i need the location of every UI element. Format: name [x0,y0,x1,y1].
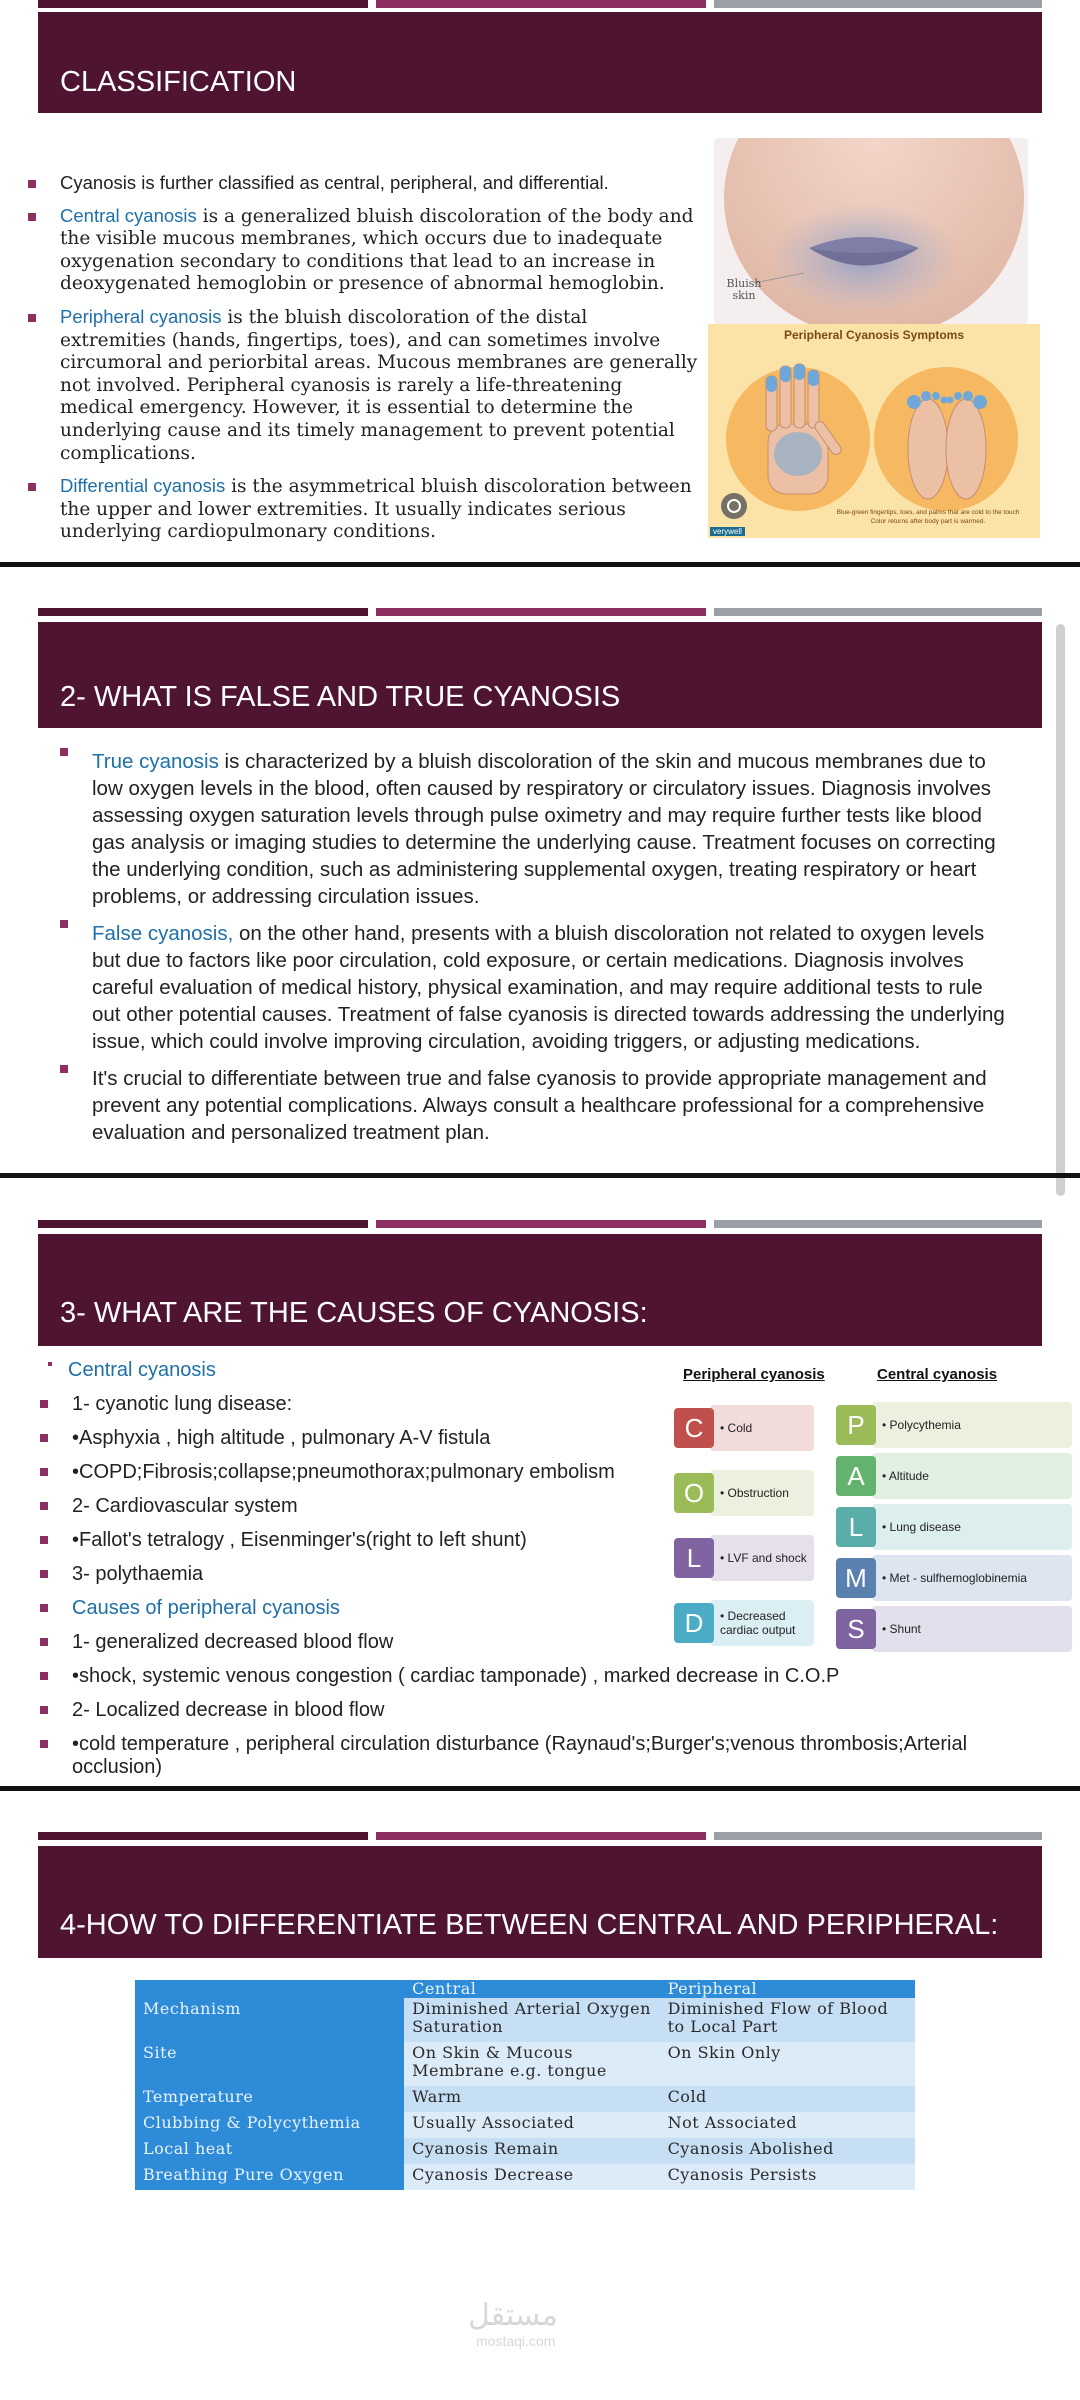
table-cell: Warm [404,2086,659,2112]
list-item: 3- polythaemia [40,1557,1050,1591]
list-item: 2- Localized decrease in blood flow [40,1693,1050,1727]
list-item: False cyanosis, on the other hand, presents with a bluish discoloration not related to oxygen levels but due to factors like poor circulation, cold exposure, or certain medications. Diagnosis involves careful evaluation of medical history, physical examination, and may require additional tests to rule out other potential causes. Treatment of false cyanosis is directed towards addressing the underlying issue, which could involve improving circulation, avoiding triggers, or adjusting medications. [60,920,1015,1055]
mnemonic-text: • Lung disease [872,1504,1072,1550]
watermark-url: mostaqi.com [476,2333,556,2349]
mnemonic-text: • Shunt [872,1606,1072,1652]
mnemonic-text: • Altitude [872,1453,1072,1499]
slide-title-banner [38,1234,1042,1346]
table-row [135,2164,915,2190]
slide-title: 2- WHAT IS FALSE AND TRUE CYANOSIS [60,681,621,713]
image-label: Bluish skin [726,277,762,302]
table-cell: Diminished Flow of Blood to Local Part [660,1998,915,2042]
table-row-header: Local heat [135,2138,404,2164]
slide-title: 4-HOW TO DIFFERENTIATE BETWEEN CENTRAL AND PERIPHERAL: [60,1909,999,1941]
peripheral-symptoms-image [708,324,1040,538]
scrollbar[interactable] [1056,624,1065,1196]
list-item: •Fallot's tetralogy , Eisenminger's(right to left shunt) [40,1523,1050,1557]
list-item: 1- generalized decreased blood flow [40,1625,1050,1659]
list-item: Central cyanosis is a generalized bluish discoloration of the body and the visible mucous membranes, which occurs due to inadequate oxygenation secondary to conditions that lead to an increase in deoxygenated hemoglobin or presence of abnormal hemoglobin. [28,205,698,296]
peripheral-mnemonic-heading: Peripheral cyanosis [683,1366,825,1383]
table-cell: On Skin & Mucous Membrane e.g. tongue [404,2042,659,2086]
term-true: True cyanosis [92,750,219,773]
table-header-cell [135,1980,404,1998]
list-item: •cold temperature , peripheral circulation disturbance (Raynaud's;Burger's;venous thrombosis;Arterial occlusion) [40,1727,1050,1779]
mnemonic-letter: L [836,1507,876,1547]
image-caption: Blue-green fingertips, toes, and palms that are cold to the touch Color returns after body part is warmed. [836,509,1020,525]
image-title: Peripheral Cyanosis Symptoms [783,328,965,342]
table-row [135,1998,915,2042]
table-cell: Usually Associated [404,2112,659,2138]
term-central: Central cyanosis [60,204,197,226]
table-cell: On Skin Only [660,2042,915,2086]
slide-separator [0,1173,1080,1178]
slide-title-banner [38,12,1042,113]
brand-logo: verywell [710,527,745,536]
table-row [135,2112,915,2138]
mnemonic-text: • LVF and shock [710,1535,814,1581]
mnemonic-letter: O [674,1473,714,1513]
mnemonic-row [836,1606,1072,1652]
central-mnemonic-heading: Central cyanosis [877,1366,998,1383]
table-cell: Not Associated [660,2112,915,2138]
table-row [135,2042,915,2086]
list-item: Cyanosis is further classified as central, peripheral, and differential. [28,172,698,195]
mnemonic-text: • Obstruction [710,1470,814,1516]
mnemonic-row [674,1600,814,1646]
mnemonic-row [836,1453,1072,1499]
table-cell: Cyanosis Decrease [404,2164,659,2190]
mnemonic-letter: L [674,1538,714,1578]
slide-title-banner [38,1846,1042,1958]
mnemonic-row [674,1405,814,1451]
term-differential: Differential cyanosis [60,475,226,497]
table-row [135,2138,915,2164]
mnemonic-row [836,1504,1072,1550]
term-false: False cyanosis, [92,922,234,945]
list-item: Peripheral cyanosis is the bluish discoloration of the distal extremities (hands, fingertips, toes), and can sometimes involve circumoral and periorbital areas. Mucous membranes are generally not involved. Peripheral cyanosis is rarely a life-threatening medical emergency. However, it is essential to determine the underlying cause and its timely management to prevent potential complications. [28,306,698,465]
list-item: Differential cyanosis is the asymmetrical bluish discoloration between the upper and lower extremities. It usually indicates serious underlying cardiopulmonary conditions. [28,475,698,544]
slide-title: 3- WHAT ARE THE CAUSES OF CYANOSIS: [60,1297,648,1329]
slide-classification [0,0,1080,562]
table-row-header: Temperature [135,2086,404,2112]
differentiation-table [135,1980,915,2190]
table-cell: Diminished Arterial Oxygen Saturation [404,1998,659,2042]
table-row-header: Site [135,2042,404,2086]
mnemonic-letter: A [836,1456,876,1496]
mnemonic-text: • Polycythemia [872,1402,1072,1448]
list-item: Causes of peripheral cyanosis [40,1591,1050,1625]
mnemonic-letter: P [836,1405,876,1445]
list-item: •Asphyxia , high altitude , pulmonary A-V fistula [40,1421,1050,1455]
list-item: •COPD;Fibrosis;collapse;pneumothorax;pulmonary embolism [40,1455,1050,1489]
table-row-header: Clubbing & Polycythemia [135,2112,404,2138]
accent-stripes [38,0,1042,8]
mnemonic-letter: S [836,1609,876,1649]
table-header-cell: Central [404,1980,659,1998]
mnemonic-letter: D [674,1603,714,1643]
accent-stripes [38,608,1042,616]
table-row-header: Mechanism [135,1998,404,2042]
mnemonic-row [836,1555,1072,1601]
cyanotic-lips-image [714,138,1028,324]
list-item: •shock, systemic venous congestion ( cardiac tamponade) , marked decrease in C.O.P [40,1659,1050,1693]
slide-separator [0,1786,1080,1791]
slide-title-banner [38,622,1042,728]
mnemonic-letter: M [836,1558,876,1598]
true-false-list [60,748,1015,1146]
watermark: مستقل [468,2299,558,2332]
mnemonic-text: • Met - sulfhemoglobinemia [872,1555,1072,1601]
mnemonic-row [674,1535,814,1581]
accent-stripes [38,1832,1042,1840]
mnemonic-letter: C [674,1408,714,1448]
table-header-row [135,1980,915,1998]
table-cell: Cyanosis Remain [404,2138,659,2164]
classification-list [28,172,698,554]
list-item: Central cyanosis [68,1359,216,1381]
list-item: 2- Cardiovascular system [40,1489,1050,1523]
term-peripheral: Peripheral cyanosis [60,305,222,327]
accent-stripes [38,1220,1042,1228]
mnemonic-text: • Decreased cardiac output [710,1600,814,1646]
mnemonic-row [674,1470,814,1516]
table-row-header: Breathing Pure Oxygen [135,2164,404,2190]
list-item: True cyanosis is characterized by a bluish discoloration of the skin and mucous membranes due to low oxygen levels in the blood, often caused by respiratory or circulatory issues. Diagnosis involves assessing oxygen saturation levels through pulse oximetry and may require further tests like blood gas analysis or imaging studies to determine the underlying cause. Treatment focuses on correcting the underlying condition, such as administering supplemental oxygen, treating respiratory or heart problems, or addressing circulation issues. [60,748,1015,910]
list-item: 1- cyanotic lung disease: [40,1387,1050,1421]
slide-title: CLASSIFICATION [60,66,297,98]
mnemonic-row [836,1402,1072,1448]
table-cell: Cyanosis Persists [660,2164,915,2190]
table-cell: Cold [660,2086,915,2112]
mnemonic-text: • Cold [710,1405,814,1451]
table-row [135,2086,915,2112]
table-header-cell: Peripheral [660,1980,915,1998]
list-item: It's crucial to differentiate between true and false cyanosis to provide appropriate management and prevent any potential complications. Always consult a healthcare professional for a comprehensive evaluation and personalized treatment plan. [60,1065,1015,1146]
table-cell: Cyanosis Abolished [660,2138,915,2164]
